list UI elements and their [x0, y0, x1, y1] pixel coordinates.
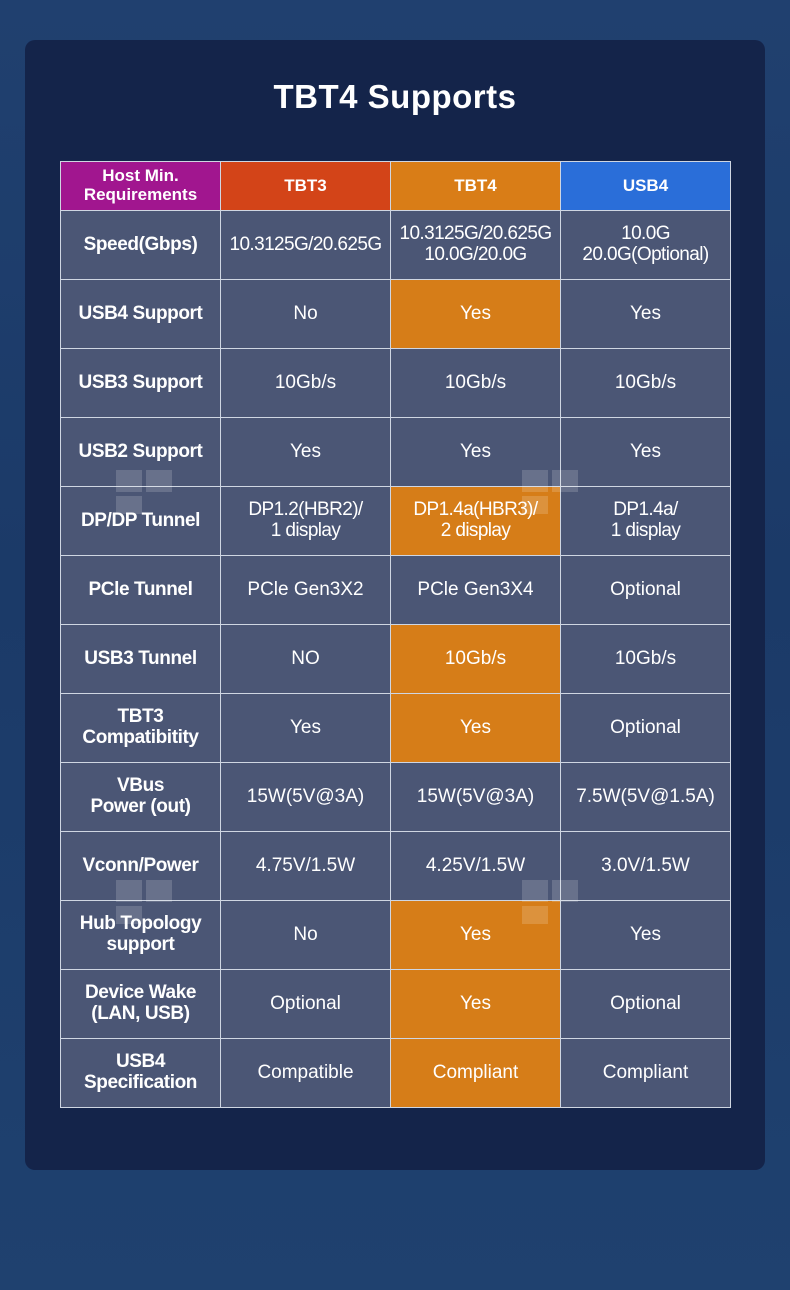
header-host-requirements: Host Min. Requirements — [61, 162, 221, 211]
row-label: USB4 Specification — [61, 1039, 221, 1108]
cell-tbt4: Yes — [391, 418, 561, 487]
row-label: Vconn/Power — [61, 832, 221, 901]
table-row — [61, 763, 731, 832]
cell-tbt4: DP1.4a(HBR3)/ 2 display — [391, 487, 561, 556]
table-row — [61, 556, 731, 625]
row-label: USB3 Tunnel — [61, 625, 221, 694]
cell-usb4: 10Gb/s — [561, 349, 731, 418]
table-row — [61, 625, 731, 694]
cell-tbt3: 10.3125G/20.625G — [221, 211, 391, 280]
cell-usb4: 3.0V/1.5W — [561, 832, 731, 901]
cell-tbt4: Yes — [391, 970, 561, 1039]
cell-tbt3: PCle Gen3X2 — [221, 556, 391, 625]
cell-usb4: Yes — [561, 280, 731, 349]
cell-usb4: Yes — [561, 418, 731, 487]
cell-tbt3: No — [221, 901, 391, 970]
cell-usb4: Optional — [561, 694, 731, 763]
cell-tbt3: DP1.2(HBR2)/ 1 display — [221, 487, 391, 556]
cell-tbt4: PCle Gen3X4 — [391, 556, 561, 625]
row-label: Hub Topology support — [61, 901, 221, 970]
row-label: Device Wake (LAN, USB) — [61, 970, 221, 1039]
table-row — [61, 280, 731, 349]
row-label: USB2 Support — [61, 418, 221, 487]
cell-tbt3: 15W(5V@3A) — [221, 763, 391, 832]
table-row — [61, 694, 731, 763]
table-row — [61, 418, 731, 487]
table-row — [61, 970, 731, 1039]
header-tbt3: TBT3 — [221, 162, 391, 211]
cell-tbt4: 10Gb/s — [391, 625, 561, 694]
page-title: TBT4 Supports — [273, 78, 517, 115]
table-row — [61, 832, 731, 901]
table-row — [61, 901, 731, 970]
cell-tbt3: NO — [221, 625, 391, 694]
cell-tbt4: Yes — [391, 280, 561, 349]
header-tbt4: TBT4 — [391, 162, 561, 211]
cell-tbt4: Yes — [391, 694, 561, 763]
cell-usb4: Yes — [561, 901, 731, 970]
row-label: USB3 Support — [61, 349, 221, 418]
row-label: PCle Tunnel — [61, 556, 221, 625]
cell-tbt3: Yes — [221, 418, 391, 487]
row-label: TBT3 Compatibitity — [61, 694, 221, 763]
cell-tbt4: 15W(5V@3A) — [391, 763, 561, 832]
cell-tbt4: Yes — [391, 901, 561, 970]
cell-usb4: 10Gb/s — [561, 625, 731, 694]
cell-usb4: Optional — [561, 556, 731, 625]
table-row — [61, 1039, 731, 1108]
comparison-table — [60, 161, 731, 1108]
table-row — [61, 211, 731, 280]
header-usb4: USB4 — [561, 162, 731, 211]
cell-tbt3: Compatible — [221, 1039, 391, 1108]
cell-tbt4: 4.25V/1.5W — [391, 832, 561, 901]
table-row — [61, 487, 731, 556]
cell-tbt4: 10Gb/s — [391, 349, 561, 418]
row-label: DP/DP Tunnel — [61, 487, 221, 556]
cell-usb4: DP1.4a/ 1 display — [561, 487, 731, 556]
cell-usb4: 10.0G 20.0G(Optional) — [561, 211, 731, 280]
cell-tbt3: No — [221, 280, 391, 349]
cell-tbt4: 10.3125G/20.625G 10.0G/20.0G — [391, 211, 561, 280]
row-label: USB4 Support — [61, 280, 221, 349]
cell-tbt3: Optional — [221, 970, 391, 1039]
cell-usb4: Compliant — [561, 1039, 731, 1108]
row-label: VBus Power (out) — [61, 763, 221, 832]
cell-tbt4: Compliant — [391, 1039, 561, 1108]
cell-tbt3: Yes — [221, 694, 391, 763]
table-row — [61, 349, 731, 418]
cell-usb4: 7.5W(5V@1.5A) — [561, 763, 731, 832]
table-header-row — [61, 162, 731, 211]
cell-tbt3: 4.75V/1.5W — [221, 832, 391, 901]
cell-tbt3: 10Gb/s — [221, 349, 391, 418]
row-label: Speed(Gbps) — [61, 211, 221, 280]
cell-usb4: Optional — [561, 970, 731, 1039]
